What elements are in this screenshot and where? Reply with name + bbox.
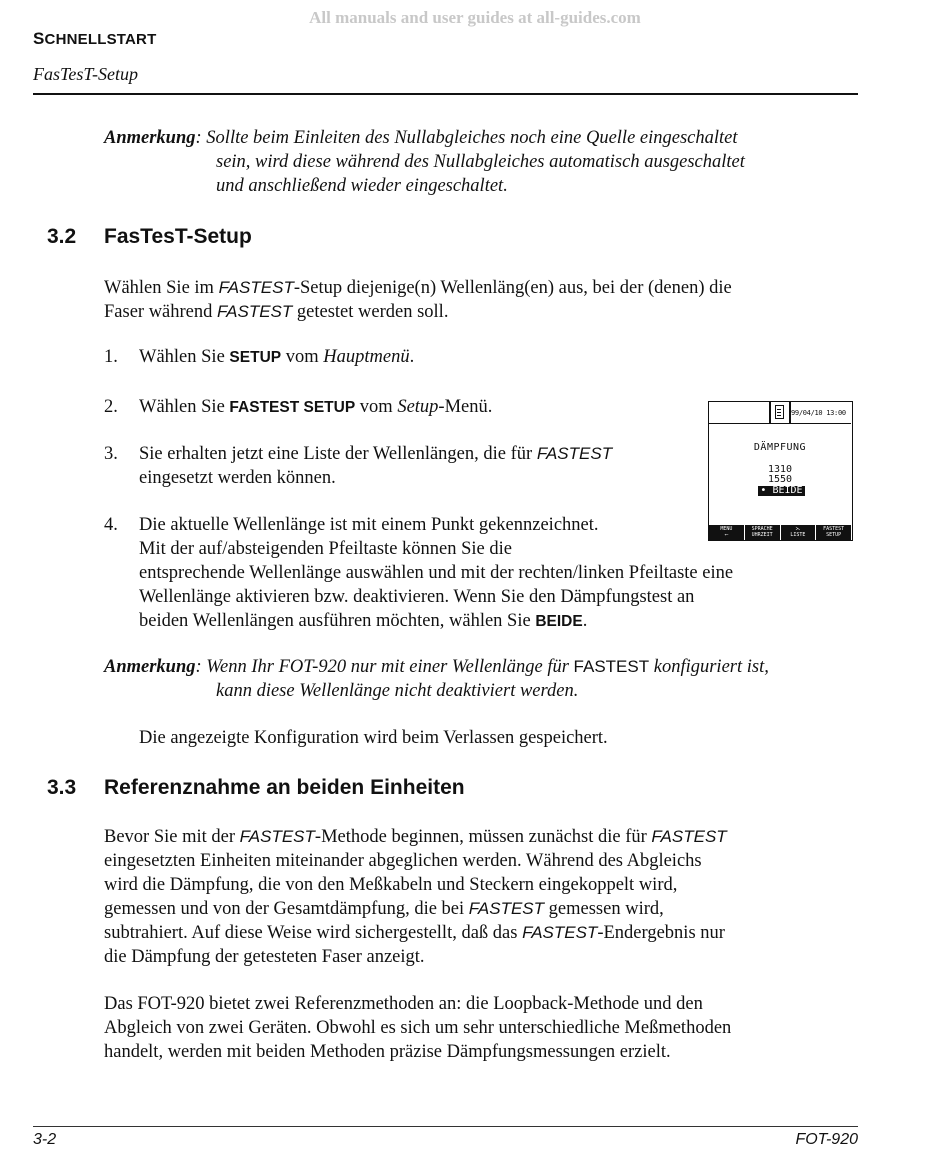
section-title: Referenznahme an beiden Einheiten [104,776,465,799]
header-rule [33,93,858,95]
keyword: FASTEST SETUP [229,399,356,416]
page-number: 3-2 [33,1131,57,1148]
text: -Setup diejenige(n) Wellenläng(en) aus, bei der (denen) die [293,278,732,298]
wavelength-option[interactable]: 1310 [767,464,793,475]
text: : Wenn Ihr FOT-920 nur mit einer Wellenlänge für [195,657,574,677]
step-1 [139,345,414,370]
step-number: 3. [104,444,118,464]
text: Bevor Sie mit der [104,827,240,847]
fastest-term: FASTEST [522,923,598,942]
text: beiden Wellenlängen ausführen möchten, wählen Sie [139,611,536,631]
divider [769,402,771,423]
text: vom [281,347,324,367]
header-rest: CHNELLSTART [44,31,157,48]
section-number: 3.2 [47,225,77,248]
wavelength-option-selected[interactable]: • BEIDE [758,486,805,496]
step-4-line3: entsprechende Wellenlänge auswählen und mit der rechten/linken Pfeiltaste eine [139,563,734,583]
text: konfiguriert ist, [649,657,769,677]
step-3-line1 [139,442,612,466]
step-4-line5 [139,609,587,634]
softkey-fastest-setup[interactable] [816,525,851,540]
step-3-line2: eingesetzt werden können. [139,468,336,488]
note-2-line1 [104,655,769,679]
fastest-term: FASTEST [651,827,727,846]
softkey-list[interactable] [781,525,817,540]
p2-line2: Abgleich von zwei Geräten. Obwohl es sich um sehr unterschiedliche Meßmethoden [104,1018,732,1038]
step-2 [139,395,492,420]
note-text-line2: sein, wird diese während des Nullabgleiches automatisch ausgeschaltet [216,152,745,172]
keyword: BEIDE [535,613,583,630]
text: gemessen und von der Gesamtdämpfung, die bei [104,899,469,919]
running-header-section [33,29,156,49]
wavelength-option[interactable]: 1550 [767,474,793,485]
step-4-line4: Wellenlänge aktivieren bzw. deaktivieren. Wenn Sie den Dämpfungstest an [139,587,695,607]
device-screen [708,401,853,541]
text: Wählen Sie [139,397,230,417]
text: Sie erhalten jetzt eine Liste der Wellenlängen, die für [139,444,537,464]
fastest-term: FASTEST [239,827,315,846]
watermark: All manuals and user guides at all-guides.com [309,8,641,27]
note-text-line1: : Sollte beim Einleiten des Nullabgleiches noch eine Quelle eingeschaltet [195,128,738,148]
step-4-line1: Die aktuelle Wellenlänge ist mit einem Punkt gekennzeichnet. [139,515,599,535]
step-number: 2. [104,397,118,417]
text: . [582,611,588,631]
step-number: 1. [104,347,118,367]
intro-line1 [104,276,864,300]
running-header-subtitle: FasTesT-Setup [33,64,139,84]
config-saved-text: Die angezeigte Konfiguration wird beim Verlassen gespeichert. [139,728,608,748]
product-name: FOT-920 [795,1131,858,1148]
p1-line5 [104,921,864,945]
text: . [409,347,415,367]
section-title: FasTesT-Setup [104,225,252,248]
section-number: 3.3 [47,776,77,799]
menu-name: Hauptmenü [323,347,410,367]
text: -Endergebnis nur [597,923,725,943]
step-4-line2: Mit der auf/absteigenden Pfeiltaste können Sie die [139,539,512,559]
text: Wählen Sie [139,347,230,367]
header-initial: S [33,29,45,48]
text: Faser während [104,302,218,322]
p1-line3: wird die Dämpfung, die von den Meßkabeln und Steckern eingekoppelt wird, [104,875,678,895]
note-2-line2: kann diese Wellenlänge nicht deaktiviert werden. [216,681,579,701]
p1-line4 [104,897,864,921]
lambda-icon: ⋋ [795,526,801,532]
softkey-menu[interactable] [709,525,745,540]
softkey-language-time[interactable] [745,525,781,540]
softkey-label: UHRZEIT [751,532,773,538]
text: vom [355,397,398,417]
step-number: 4. [104,515,118,535]
text: subtrahiert. Auf diese Weise wird sichergestellt, daß das [104,923,523,943]
device-softkeys [709,525,851,540]
text: Wählen Sie im [104,278,219,298]
battery-icon [775,405,784,419]
fastest-term: FASTEST [536,444,613,463]
p1-line2: eingesetzten Einheiten miteinander abgeglichen werden. Während des Abgleichs [104,851,702,871]
text: gemessen wird, [544,899,664,919]
fastest-term: FASTEST [217,302,293,321]
back-arrow-icon: ⟵ [724,532,728,538]
p2-line1: Das FOT-920 bietet zwei Referenzmethoden an: die Loopback-Methode und den [104,994,703,1014]
text: -Methode beginnen, müssen zunächst die für [314,827,652,847]
softkey-label: MENU [720,526,733,532]
note-1 [104,126,738,150]
device-title: DÄMPFUNG [753,442,807,453]
keyword: SETUP [229,349,282,366]
softkey-label: SETUP [826,532,842,538]
p1-line1 [104,825,864,849]
softkey-label: FASTEST [823,526,845,532]
note-label: Anmerkung [104,657,196,677]
fastest-term: FASTEST [573,657,650,676]
device-datetime: 99/04/10 13:00 [791,409,846,417]
fastest-term: FASTEST [468,899,545,918]
intro-line2 [104,300,864,324]
device-status-bar [709,402,851,424]
text: getestet werden soll. [292,302,449,322]
softkey-label: SPRACHE [751,526,773,532]
p1-line6: die Dämpfung der getesteten Faser anzeigt. [104,947,425,967]
p2-line3: handelt, werden mit beiden Methoden präzise Dämpfungsmessungen erzielt. [104,1042,671,1062]
note-label: Anmerkung [104,128,196,148]
menu-name: Setup [397,397,439,417]
softkey-label: LISTE [790,532,806,538]
fastest-term: FASTEST [218,278,294,297]
footer-rule [33,1126,858,1127]
text: -Menü. [438,397,493,417]
note-text-line3: und anschließend wieder eingeschaltet. [216,176,508,196]
